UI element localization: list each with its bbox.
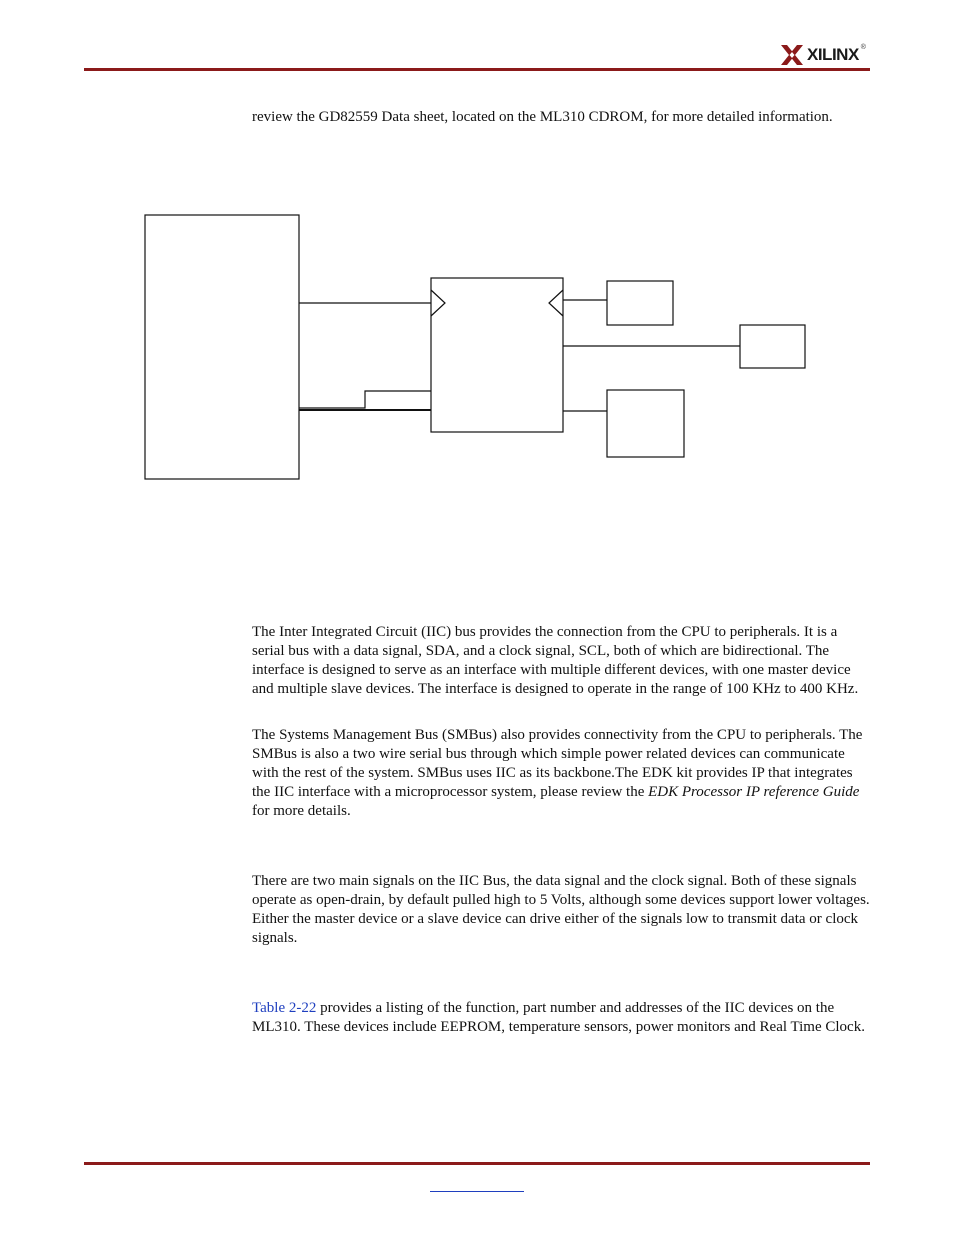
signals-text: There are two main signals on the IIC Bus, the data signal and the clock signal. Both of these signals operate as open-drain, by default pulled high to 5 Volts, although some devices support lower voltages. Either the master device or a slave device can drive either of the signals low to transmit data or clock signals. [252, 873, 870, 946]
edk-guide-reference: EDK Processor IP reference Guide [648, 784, 860, 800]
table-reference-rest: provides a listing of the function, part number and addresses of the IIC devices on the ML310. These devices include EEPROM, temperature sensors, power monitors and Real Time Clock. [252, 1000, 865, 1035]
smbus-text-end: for more details. [252, 803, 351, 819]
smbus-text [252, 726, 872, 821]
iic-bus-paragraph [252, 623, 872, 699]
iic-switch-block [431, 278, 563, 432]
table-reference-paragraph [252, 999, 872, 1037]
intro-text: review the GD82559 Data sheet, located on the ML310 CDROM, for more detailed information. [252, 109, 833, 125]
smbus-paragraph [252, 726, 872, 821]
registered-mark: ® [860, 44, 866, 51]
clock-input-marker-right [549, 290, 563, 316]
device-block-top [607, 281, 673, 325]
table-reference-text [252, 999, 872, 1037]
smbus-text-start: The Systems Management Bus (SMBus) also provides connectivity from the CPU to peripherals. The SMBus is also a two wire serial bus through which simple power related devices can communicate with the rest of the system. SMBus uses IIC as its backbone.The EDK kit provides IP that integrates the IIC interface with a microprocessor system, please review the [252, 727, 863, 800]
fpga-block [145, 215, 299, 479]
block-diagram [0, 0, 954, 520]
table-2-22-link[interactable]: Table 2-22 [252, 1000, 317, 1016]
logo-wordmark: XILINX [807, 45, 859, 64]
device-block-bottom [607, 390, 684, 457]
device-block-right [740, 325, 805, 368]
data-line-upper [299, 391, 431, 408]
iic-bus-text: The Inter Integrated Circuit (IIC) bus provides the connection from the CPU to peripherals. It is a serial bus with a data signal, SDA, and a clock signal, SCL, both of which are bidirectional. The interface is designed to serve as an interface with multiple different devices, with one master device and multiple slave devices. The interface is designed to operate in the range of 100 KHz to 400 KHz. [252, 624, 859, 697]
footer-rule [84, 1162, 870, 1165]
footer-link-underline[interactable] [430, 1190, 524, 1192]
signals-paragraph [252, 872, 872, 948]
clock-input-marker-left [431, 290, 445, 316]
